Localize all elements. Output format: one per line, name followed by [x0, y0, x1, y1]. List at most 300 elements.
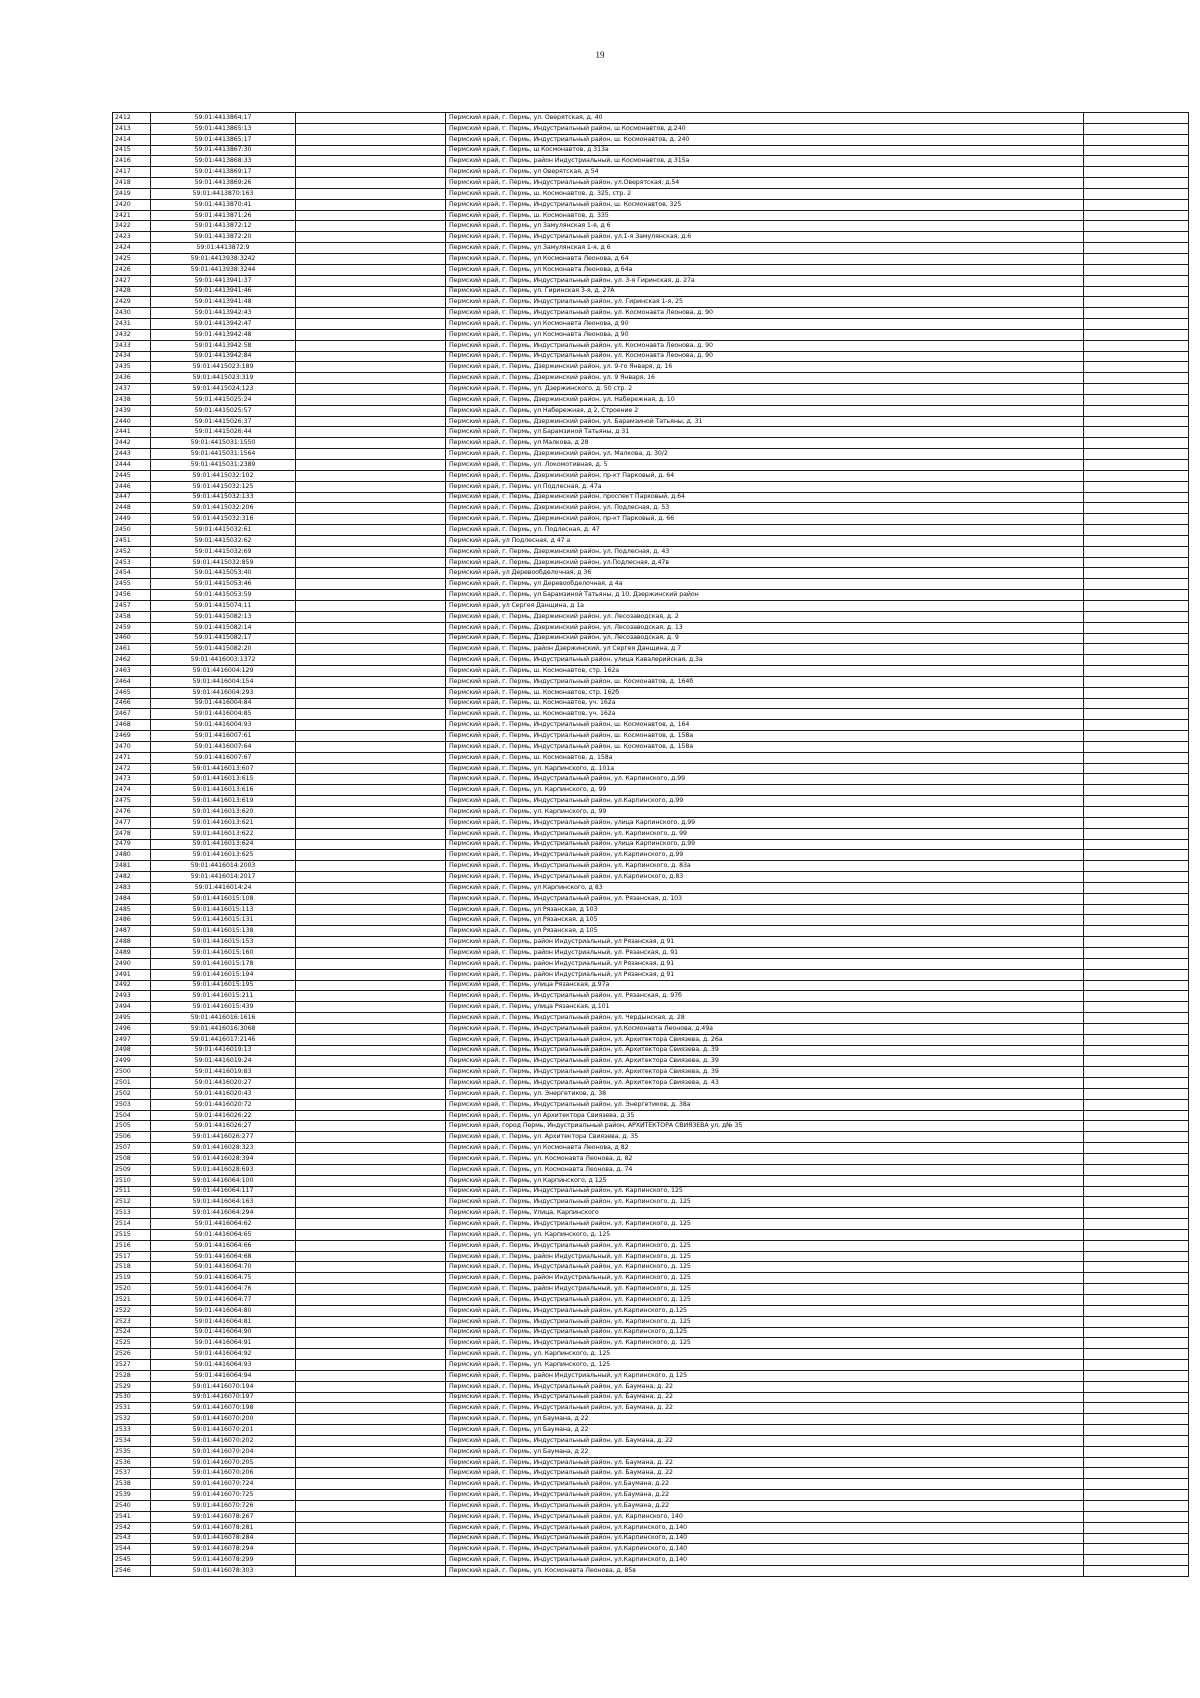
address-cell: Пермский край, г. Пермь, Индустриальный район, улица Карпинского, д.99	[446, 817, 1084, 828]
table-row	[113, 438, 1189, 449]
empty-cell	[296, 1132, 446, 1143]
table-row	[113, 178, 1189, 189]
row-number-cell: 2484	[113, 893, 151, 904]
table-row	[113, 1490, 1189, 1501]
empty-cell	[296, 145, 446, 156]
cadastral-number-cell: 59:01:4416078:299	[151, 1555, 296, 1566]
address-cell: Пермский край, г. Пермь, Индустриальный район, ул.Карпинского, д.99	[446, 796, 1084, 807]
empty-cell	[1084, 340, 1189, 351]
empty-cell	[1084, 958, 1189, 969]
empty-cell	[296, 807, 446, 818]
empty-cell	[1084, 1088, 1189, 1099]
cadastral-number-cell: 59:01:4416007:64	[151, 741, 296, 752]
table-row	[113, 199, 1189, 210]
row-number-cell: 2489	[113, 947, 151, 958]
empty-cell	[1084, 1294, 1189, 1305]
row-number-cell: 2514	[113, 1219, 151, 1230]
empty-cell	[296, 394, 446, 405]
empty-cell	[1084, 1262, 1189, 1273]
table-row	[113, 1425, 1189, 1436]
address-cell: Пермский край, г. Пермь, Дзержинский район, ул. Лесозаводская, д. 2	[446, 611, 1084, 622]
address-cell: Пермский край, г. Пермь, Индустриальный район, ул. Карпинского, д. 125	[446, 1240, 1084, 1251]
empty-cell	[1084, 1490, 1189, 1501]
address-cell: Пермский край, г. Пермь, ул Космонавта Леонова, д 64а	[446, 264, 1084, 275]
empty-cell	[1084, 828, 1189, 839]
empty-cell	[1084, 1360, 1189, 1371]
address-cell: Пермский край, г. Пермь, ул. Гиринская 3-я, д. 27А	[446, 286, 1084, 297]
table-row	[113, 579, 1189, 590]
row-number-cell: 2521	[113, 1294, 151, 1305]
empty-cell	[1084, 709, 1189, 720]
row-number-cell: 2458	[113, 611, 151, 622]
row-number-cell: 2446	[113, 481, 151, 492]
table-row	[113, 915, 1189, 926]
empty-cell	[296, 611, 446, 622]
cadastral-number-cell: 59:01:4416078:284	[151, 1533, 296, 1544]
address-cell: Пермский край, г. Пермь, Индустриальный район, ул. Энергетиков, д. 38а	[446, 1099, 1084, 1110]
empty-cell	[1084, 199, 1189, 210]
table-row	[113, 1468, 1189, 1479]
empty-cell	[1084, 1154, 1189, 1165]
cadastral-number-cell: 59:01:4416015:153	[151, 937, 296, 948]
empty-cell	[296, 666, 446, 677]
table-row	[113, 492, 1189, 503]
empty-cell	[1084, 394, 1189, 405]
empty-cell	[1084, 1023, 1189, 1034]
address-cell: Пермский край, г. Пермь, Индустриальный район, улица Карпинского, д.99	[446, 839, 1084, 850]
empty-cell	[296, 893, 446, 904]
table-row	[113, 1023, 1189, 1034]
empty-cell	[296, 1045, 446, 1056]
row-number-cell: 2464	[113, 676, 151, 687]
cadastral-number-cell: 59:01:4413942:84	[151, 351, 296, 362]
table-row	[113, 362, 1189, 373]
empty-cell	[1084, 1370, 1189, 1381]
cadastral-number-cell: 59:01:4415032:62	[151, 535, 296, 546]
cadastral-number-cell: 59:01:4416004:84	[151, 698, 296, 709]
table-row	[113, 611, 1189, 622]
row-number-cell: 2423	[113, 232, 151, 243]
cadastral-number-cell: 59:01:4415053:59	[151, 590, 296, 601]
cadastral-number-cell: 59:01:4413872:12	[151, 221, 296, 232]
empty-cell	[1084, 1305, 1189, 1316]
empty-cell	[296, 427, 446, 438]
cadastral-number-cell: 59:01:4416015:108	[151, 893, 296, 904]
address-cell: Пермский край, г. Пермь, район Индустриальный, ул Карпинского, д 125	[446, 1370, 1084, 1381]
address-cell: Пермский край, г. Пермь, Индустриальный район, ул. Баумана, д. 22	[446, 1392, 1084, 1403]
cadastral-number-cell: 59:01:4413942:47	[151, 319, 296, 330]
cadastral-number-cell: 59:01:4416064:91	[151, 1338, 296, 1349]
empty-cell	[296, 741, 446, 752]
cadastral-number-cell: 59:01:4416064:68	[151, 1251, 296, 1262]
cadastral-number-cell: 59:01:4416004:93	[151, 720, 296, 731]
row-number-cell: 2511	[113, 1186, 151, 1197]
address-cell: Пермский край, г. Пермь, Индустриальный район, ул. Архитектора Свиязева, д. 39	[446, 1067, 1084, 1078]
empty-cell	[296, 1327, 446, 1338]
table-row	[113, 1435, 1189, 1446]
table-row	[113, 676, 1189, 687]
row-number-cell: 2462	[113, 655, 151, 666]
row-number-cell: 2463	[113, 666, 151, 677]
address-cell: Пермский край, г. Пермь, ул. Карпинского, д. 125	[446, 1229, 1084, 1240]
cadastral-number-cell: 59:01:4416013:624	[151, 839, 296, 850]
table-row	[113, 1208, 1189, 1219]
row-number-cell: 2525	[113, 1338, 151, 1349]
address-cell: Пермский край, г. Пермь, Индустриальный район, ул. Карпинского, 140	[446, 1511, 1084, 1522]
address-cell: Пермский край, г. Пермь, ш Космонавтов, д 313а	[446, 145, 1084, 156]
cadastral-number-cell: 59:01:4416070:206	[151, 1468, 296, 1479]
row-number-cell: 2418	[113, 178, 151, 189]
table-row	[113, 568, 1189, 579]
cadastral-number-cell: 59:01:4415053:46	[151, 579, 296, 590]
cadastral-number-cell: 59:01:4416016:1616	[151, 1013, 296, 1024]
address-cell: Пермский край, г. Пермь, Индустриальный район, ул.Баумана, д.22	[446, 1501, 1084, 1512]
table-row	[113, 774, 1189, 785]
empty-cell	[1084, 438, 1189, 449]
empty-cell	[1084, 1446, 1189, 1457]
empty-cell	[1084, 1381, 1189, 1392]
row-number-cell: 2528	[113, 1370, 151, 1381]
empty-cell	[296, 1023, 446, 1034]
table-row	[113, 1013, 1189, 1024]
table-row	[113, 893, 1189, 904]
cadastral-number-cell: 59:01:4416015:195	[151, 980, 296, 991]
row-number-cell: 2452	[113, 546, 151, 557]
empty-cell	[296, 1555, 446, 1566]
table-row	[113, 123, 1189, 134]
address-cell: Пермский край, г. Пермь, Индустриальный район, ул. Баумана, д. 22	[446, 1457, 1084, 1468]
empty-cell	[1084, 546, 1189, 557]
table-row	[113, 1316, 1189, 1327]
address-cell: Пермский край, г. Пермь, Индустриальный район, ул. Чердынская, д. 28	[446, 1013, 1084, 1024]
address-cell: Пермский край, г. Пермь, район Индустриальный, ул Рязанская, д 91	[446, 937, 1084, 948]
empty-cell	[296, 1002, 446, 1013]
table-row	[113, 1360, 1189, 1371]
empty-cell	[296, 405, 446, 416]
address-cell: Пермский край, г. Пермь, Индустриальный район, ш. Космонавтов, д. 158а	[446, 731, 1084, 742]
row-number-cell: 2483	[113, 882, 151, 893]
empty-cell	[296, 535, 446, 546]
table-row	[113, 1305, 1189, 1316]
empty-cell	[1084, 579, 1189, 590]
table-row	[113, 1392, 1189, 1403]
empty-cell	[296, 1316, 446, 1327]
table-row	[113, 394, 1189, 405]
empty-cell	[1084, 416, 1189, 427]
empty-cell	[1084, 460, 1189, 471]
empty-cell	[1084, 1522, 1189, 1533]
address-cell: Пермский край, г. Пермь, район Индустриальный, ул. Карпинского, д. 125	[446, 1273, 1084, 1284]
empty-cell	[1084, 481, 1189, 492]
row-number-cell: 2520	[113, 1284, 151, 1295]
address-cell: Пермский край, г. Пермь, Дзержинский район, ул. Набережная, д. 10	[446, 394, 1084, 405]
address-cell: Пермский край, г. Пермь, ул. Архитектора Свиязева, д. 35	[446, 1132, 1084, 1143]
address-cell: Пермский край, г. Пермь, Индустриальный район, ш. Космонавтов, 325	[446, 199, 1084, 210]
table-row	[113, 113, 1189, 124]
row-number-cell: 2424	[113, 243, 151, 254]
empty-cell	[1084, 698, 1189, 709]
row-number-cell: 2531	[113, 1403, 151, 1414]
cadastral-number-cell: 59:01:4416013:625	[151, 850, 296, 861]
table-row	[113, 525, 1189, 536]
row-number-cell: 2469	[113, 731, 151, 742]
table-row	[113, 947, 1189, 958]
address-cell: Пермский край, г. Пермь, ул Баумана, д 22	[446, 1414, 1084, 1425]
cadastral-number-cell: 59:01:4416007:67	[151, 752, 296, 763]
cadastral-number-cell: 59:01:4413871:26	[151, 210, 296, 221]
cadastral-number-cell: 59:01:4416019:13	[151, 1045, 296, 1056]
row-number-cell: 2459	[113, 622, 151, 633]
empty-cell	[1084, 882, 1189, 893]
table-row	[113, 980, 1189, 991]
empty-cell	[296, 1425, 446, 1436]
address-cell: Пермский край, г. Пермь, Индустриальный район, ул.Карпинского, д.140	[446, 1544, 1084, 1555]
row-number-cell: 2433	[113, 340, 151, 351]
empty-cell	[296, 243, 446, 254]
empty-cell	[1084, 676, 1189, 687]
row-number-cell: 2516	[113, 1240, 151, 1251]
row-number-cell: 2476	[113, 807, 151, 818]
table-row	[113, 872, 1189, 883]
cadastral-number-cell: 59:01:4416017:2146	[151, 1034, 296, 1045]
row-number-cell: 2412	[113, 113, 151, 124]
cadastral-number-cell: 59:01:4416064:294	[151, 1208, 296, 1219]
address-cell: Пермский край, г. Пермь, ул. Карпинского, д. 99	[446, 785, 1084, 796]
cadastral-number-cell: 59:01:4416064:163	[151, 1197, 296, 1208]
address-cell: Пермский край, г. Пермь, ул. Оверятская, д. 40	[446, 113, 1084, 124]
cadastral-number-cell: 59:01:4413864:17	[151, 113, 296, 124]
cadastral-number-cell: 59:01:4415032:206	[151, 503, 296, 514]
cadastral-number-cell: 59:01:4415032:125	[151, 481, 296, 492]
row-number-cell: 2546	[113, 1566, 151, 1577]
cadastral-number-cell: 59:01:4416070:205	[151, 1457, 296, 1468]
address-cell: Пермский край, г. Пермь, ул Карпинского, д 83	[446, 882, 1084, 893]
address-cell: Пермский край, г. Пермь, Индустриальный район, ул. Карпинского, д. 99	[446, 828, 1084, 839]
address-cell: Пермский край, г. Пермь, Индустриальный район, ш. Космонавтов, д. 164	[446, 720, 1084, 731]
empty-cell	[296, 1099, 446, 1110]
empty-cell	[296, 286, 446, 297]
empty-cell	[1084, 687, 1189, 698]
empty-cell	[1084, 1435, 1189, 1446]
table-row	[113, 1251, 1189, 1262]
empty-cell	[296, 785, 446, 796]
address-cell: Пермский край, г. Пермь, улица Рязанская, д.97а	[446, 980, 1084, 991]
empty-cell	[1084, 264, 1189, 275]
cadastral-number-cell: 59:01:4415031:1550	[151, 438, 296, 449]
empty-cell	[296, 1349, 446, 1360]
empty-cell	[296, 980, 446, 991]
empty-cell	[1084, 362, 1189, 373]
empty-cell	[296, 1229, 446, 1240]
row-number-cell: 2478	[113, 828, 151, 839]
table-row	[113, 622, 1189, 633]
row-number-cell: 2541	[113, 1511, 151, 1522]
empty-cell	[296, 861, 446, 872]
empty-cell	[296, 1360, 446, 1371]
address-cell: Пермский край, город Пермь, Индустриальный район, АРХИТЕКТОРА СВИЯЗЕВА ул, д№ 35	[446, 1121, 1084, 1132]
empty-cell	[1084, 622, 1189, 633]
row-number-cell: 2513	[113, 1208, 151, 1219]
table-row	[113, 1414, 1189, 1425]
cadastral-number-cell: 59:01:4416020:27	[151, 1078, 296, 1089]
table-row	[113, 644, 1189, 655]
address-cell: Пермский край, г. Пермь, Индустриальный район, ул. Архитектора Свиязева, д. 39	[446, 1056, 1084, 1067]
empty-cell	[296, 351, 446, 362]
empty-cell	[1084, 525, 1189, 536]
address-cell: Пермский край, г. Пермь, Индустриальный район, ш. Космонавтов, д. 240	[446, 134, 1084, 145]
address-cell: Пермский край, г. Пермь, ш. Космонавтов, стр. 162а	[446, 666, 1084, 677]
table-row	[113, 720, 1189, 731]
empty-cell	[1084, 1403, 1189, 1414]
address-cell: Пермский край, г. Пермь, Индустриальный район, ул. Карпинского, 125	[446, 1186, 1084, 1197]
empty-cell	[296, 188, 446, 199]
table-row	[113, 340, 1189, 351]
cadastral-number-cell: 59:01:4416015:439	[151, 1002, 296, 1013]
address-cell: Пермский край, г. Пермь, Индустриальный район, ул. 3-я Гиринская, д. 27а	[446, 275, 1084, 286]
cadastral-number-cell: 59:01:4416014:2017	[151, 872, 296, 883]
address-cell: Пермский край, г. Пермь, Индустриальный район, ул. Карпинского, д. 125	[446, 1294, 1084, 1305]
row-number-cell: 2425	[113, 253, 151, 264]
empty-cell	[296, 253, 446, 264]
table-row	[113, 1533, 1189, 1544]
empty-cell	[296, 731, 446, 742]
empty-cell	[1084, 1164, 1189, 1175]
address-cell: Пермский край, г. Пермь, Индустриальный район, ул. Баумана, д. 22	[446, 1468, 1084, 1479]
address-cell: Пермский край, г. Пермь, Дзержинский район, ул. Подлесная, д. 43	[446, 546, 1084, 557]
row-number-cell: 2442	[113, 438, 151, 449]
empty-cell	[296, 774, 446, 785]
empty-cell	[296, 915, 446, 926]
cadastral-number-cell: 59:01:4413941:48	[151, 297, 296, 308]
cadastral-number-cell: 59:01:4415023:319	[151, 373, 296, 384]
table-row	[113, 1110, 1189, 1121]
address-cell: Пермский край, г. Пермь, Дзержинский район, ул. Барамзиной Татьяны, д. 31	[446, 416, 1084, 427]
table-row	[113, 514, 1189, 525]
empty-cell	[1084, 427, 1189, 438]
table-row	[113, 731, 1189, 742]
cadastral-number-cell: 59:01:4415082:14	[151, 622, 296, 633]
cadastral-number-cell: 59:01:4416064:90	[151, 1327, 296, 1338]
address-cell: Пермский край, г. Пермь, район Дзержинский, ул Сергея Данщина, д 7	[446, 644, 1084, 655]
address-cell: Пермский край, г. Пермь, ул Барамзиной Татьяны, д 10, Дзержинский район	[446, 590, 1084, 601]
table-row	[113, 1219, 1189, 1230]
address-cell: Пермский край, г. Пермь, ш. Космонавтов, стр. 162б	[446, 687, 1084, 698]
address-cell: Пермский край, г. Пермь, Индустриальный район, ул.Карпинского, д.125	[446, 1305, 1084, 1316]
cadastral-number-cell: 59:01:4416004:293	[151, 687, 296, 698]
empty-cell	[1084, 405, 1189, 416]
table-row	[113, 1164, 1189, 1175]
empty-cell	[1084, 763, 1189, 774]
empty-cell	[296, 308, 446, 319]
table-row	[113, 698, 1189, 709]
row-number-cell: 2428	[113, 286, 151, 297]
cadastral-number-cell: 59:01:4416026:22	[151, 1110, 296, 1121]
address-cell: Пермский край, г. Пермь, ш. Космонавтов, уч. 162а	[446, 698, 1084, 709]
row-number-cell: 2535	[113, 1446, 151, 1457]
cadastral-number-cell: 59:01:4416014:2003	[151, 861, 296, 872]
address-cell: Пермский край, г. Пермь, Индустриальный район, ул. Архитектора Свиязева, д. 39	[446, 1045, 1084, 1056]
cadastral-number-cell: 59:01:4413867:30	[151, 145, 296, 156]
row-number-cell: 2518	[113, 1262, 151, 1273]
empty-cell	[296, 958, 446, 969]
table-row	[113, 969, 1189, 980]
empty-cell	[1084, 1013, 1189, 1024]
row-number-cell: 2504	[113, 1110, 151, 1121]
table-row	[113, 1349, 1189, 1360]
row-number-cell: 2468	[113, 720, 151, 731]
row-number-cell: 2492	[113, 980, 151, 991]
row-number-cell: 2431	[113, 319, 151, 330]
empty-cell	[1084, 134, 1189, 145]
table-row	[113, 297, 1189, 308]
address-cell: Пермский край, г. Пермь, ул Замулянская 1-я, д 6	[446, 221, 1084, 232]
address-cell: Пермский край, ул Подлесная, д 47 а	[446, 535, 1084, 546]
row-number-cell: 2539	[113, 1490, 151, 1501]
row-number-cell: 2486	[113, 915, 151, 926]
empty-cell	[1084, 720, 1189, 731]
empty-cell	[1084, 210, 1189, 221]
table-row	[113, 1566, 1189, 1577]
cadastral-number-cell: 59:01:4416020:43	[151, 1088, 296, 1099]
address-cell: Пермский край, г. Пермь, район Индустриальный, ул. Рязанская, д. 91	[446, 947, 1084, 958]
empty-cell	[1084, 1425, 1189, 1436]
row-number-cell: 2456	[113, 590, 151, 601]
empty-cell	[296, 449, 446, 460]
table-row	[113, 1056, 1189, 1067]
address-cell: Пермский край, г. Пермь, Дзержинский район, ул. Подлесная, д. 53	[446, 503, 1084, 514]
row-number-cell: 2436	[113, 373, 151, 384]
row-number-cell: 2440	[113, 416, 151, 427]
empty-cell	[1084, 774, 1189, 785]
cadastral-number-cell: 59:01:4416028:323	[151, 1143, 296, 1154]
table-row	[113, 253, 1189, 264]
empty-cell	[1084, 1175, 1189, 1186]
empty-cell	[296, 525, 446, 536]
empty-cell	[1084, 449, 1189, 460]
address-cell: Пермский край, г. Пермь, Дзержинский район, проспект Парковый, д.64	[446, 492, 1084, 503]
empty-cell	[1084, 1392, 1189, 1403]
empty-cell	[296, 590, 446, 601]
empty-cell	[1084, 731, 1189, 742]
cadastral-number-cell: 59:01:4415032:316	[151, 514, 296, 525]
row-number-cell: 2496	[113, 1023, 151, 1034]
cadastral-number-cell: 59:01:4415032:61	[151, 525, 296, 536]
table-row	[113, 264, 1189, 275]
row-number-cell: 2453	[113, 557, 151, 568]
empty-cell	[296, 579, 446, 590]
address-cell: Пермский край, г. Пермь, Индустриальный район, ул.Карпинского, д.140	[446, 1522, 1084, 1533]
registry-table	[112, 112, 1189, 1577]
address-cell: Пермский край, г. Пермь, ул. Космонавта Леонова, д. 74	[446, 1164, 1084, 1175]
empty-cell	[1084, 308, 1189, 319]
row-number-cell: 2540	[113, 1501, 151, 1512]
empty-cell	[1084, 796, 1189, 807]
address-cell: Пермский край, г. Пермь, ул Набережная, д 2, Строение 2	[446, 405, 1084, 416]
address-cell: Пермский край, г. Пермь, район Индустриальный, ул. Карпинского, д. 125	[446, 1284, 1084, 1295]
empty-cell	[296, 546, 446, 557]
cadastral-number-cell: 59:01:4415026:44	[151, 427, 296, 438]
row-number-cell: 2439	[113, 405, 151, 416]
empty-cell	[1084, 991, 1189, 1002]
empty-cell	[296, 503, 446, 514]
empty-cell	[296, 1501, 446, 1512]
empty-cell	[1084, 286, 1189, 297]
row-number-cell: 2438	[113, 394, 151, 405]
empty-cell	[296, 1544, 446, 1555]
cadastral-number-cell: 59:01:4413938:3242	[151, 253, 296, 264]
address-cell: Пермский край, г. Пермь, ул Замулянская 1-я, д 6	[446, 243, 1084, 254]
table-row	[113, 1262, 1189, 1273]
